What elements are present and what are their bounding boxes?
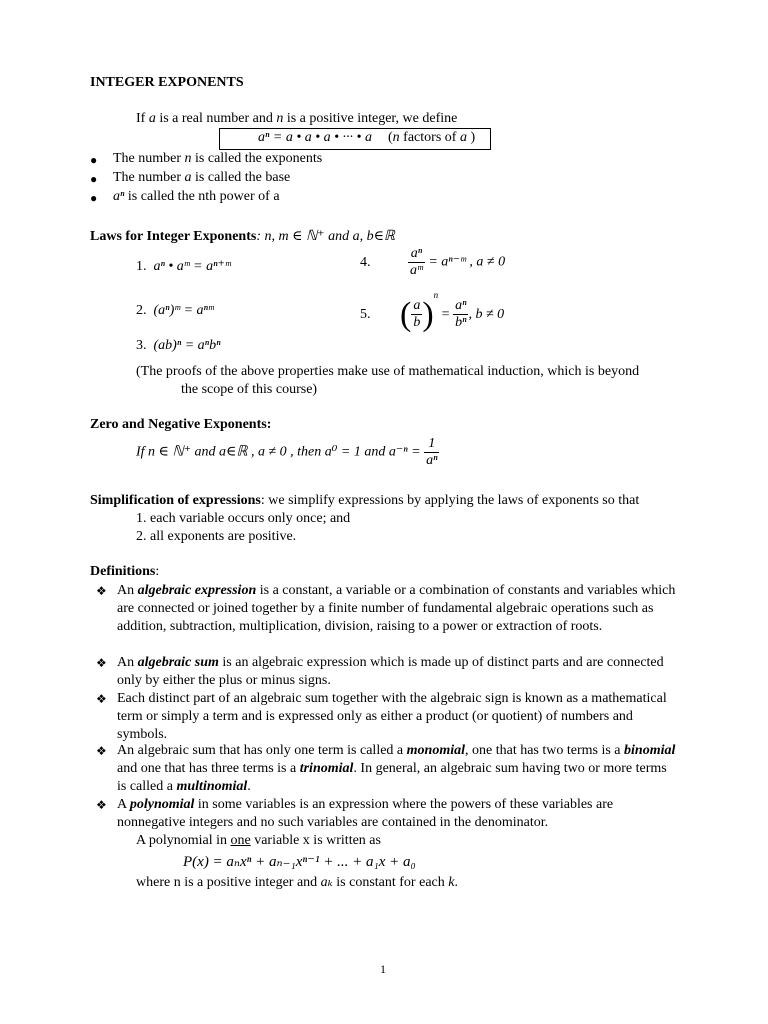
bullet-icon: ● bbox=[90, 172, 98, 186]
zero-neg-statement bbox=[136, 436, 439, 469]
fraction-denominator: bⁿ bbox=[455, 315, 467, 331]
def-text: . bbox=[247, 779, 251, 794]
def-text: An bbox=[117, 655, 138, 670]
definitions-heading-bold: Definitions bbox=[90, 564, 156, 579]
intro-var-a: a bbox=[148, 111, 156, 126]
law-expr: , b ≠ 0 bbox=[468, 307, 505, 322]
zero-neg-text: If n ∈ ℕ⁺ and a∈ℝ , a ≠ 0 , then a⁰ = 1 and a⁻ⁿ = bbox=[136, 444, 421, 460]
note-close: ) bbox=[466, 130, 476, 145]
fraction-numerator: 1 bbox=[424, 436, 439, 453]
page-number: 1 bbox=[380, 962, 386, 976]
laws-heading-bold: Laws for Integer Exponents bbox=[90, 229, 257, 244]
diamond-bullet-icon: ❖ bbox=[96, 692, 107, 706]
def-text: , one that has two terms is a bbox=[465, 743, 625, 758]
note-middle: factors of bbox=[399, 130, 460, 145]
definition-algebraic-sum bbox=[117, 654, 677, 690]
laws-heading-suffix: : n, m ∈ ℕ⁺ and a, b∈ℝ bbox=[256, 229, 396, 244]
polynomial-formula: P(x) = aₙxⁿ + aₙ₋₁xⁿ⁻¹ + ... + a₁x + a₀ bbox=[183, 854, 416, 870]
def-text: variable x is written as bbox=[250, 833, 381, 848]
simplification-paragraph bbox=[90, 493, 639, 509]
diamond-bullet-icon: ❖ bbox=[96, 744, 107, 758]
bullet-var: aⁿ bbox=[113, 189, 125, 204]
polynomial-intro bbox=[136, 833, 381, 849]
law-1 bbox=[136, 258, 231, 275]
law-paren-fraction bbox=[411, 298, 422, 331]
def-text: A polynomial in bbox=[136, 833, 231, 848]
def-var: k bbox=[448, 875, 455, 890]
paren-close: ) bbox=[422, 295, 434, 333]
definition-polynomial bbox=[117, 796, 677, 832]
bullet-item bbox=[113, 170, 290, 186]
page-title: INTEGER EXPONENTS bbox=[90, 75, 244, 90]
def-var: aₖ bbox=[320, 875, 333, 890]
simplification-item: 1. each variable occurs only once; and bbox=[136, 511, 351, 526]
bullet-var: a bbox=[184, 170, 192, 185]
law-expr: aⁿ • aᵐ = aⁿ⁺ᵐ bbox=[153, 259, 231, 274]
note-var-n: n bbox=[392, 130, 400, 145]
law-label: 2. bbox=[136, 303, 147, 318]
definitions-heading bbox=[90, 564, 159, 580]
bullet-var: n bbox=[184, 151, 192, 166]
law-label: 5. bbox=[360, 307, 371, 322]
def-text: where n is a positive integer and bbox=[136, 875, 321, 890]
def-text: A bbox=[117, 797, 130, 812]
definition-intro bbox=[136, 111, 457, 127]
bullet-text: is called the base bbox=[191, 170, 291, 185]
law-expr: (aⁿ)ᵐ = aⁿᵐ bbox=[153, 303, 214, 318]
law-exponent: n bbox=[433, 290, 439, 300]
def-term: algebraic sum bbox=[137, 655, 219, 670]
bullet-icon: ● bbox=[90, 191, 98, 205]
laws-heading bbox=[90, 228, 395, 245]
fraction-denominator: b bbox=[413, 315, 421, 331]
def-term: multinomial bbox=[176, 779, 248, 794]
def-term: polynomial bbox=[129, 797, 195, 812]
fraction-numerator: aⁿ bbox=[408, 246, 425, 263]
polynomial-where bbox=[136, 874, 458, 891]
def-text: is a constant, a variable or a combination of constants and variables which are connected or joined together by a finite number of fundamental algebraic operations such as addition, subtraction, multiplication, division, raising to a power or extraction of roots. bbox=[117, 583, 676, 634]
def-text: in some variables is an expression where the powers of these variables are nonnegative integers and no such variables are contained in the denominator. bbox=[117, 797, 614, 830]
fraction-numerator: a bbox=[413, 298, 421, 314]
diamond-bullet-icon: ❖ bbox=[96, 656, 107, 670]
bullet-text: The number bbox=[113, 170, 185, 185]
diamond-bullet-icon: ❖ bbox=[96, 798, 107, 812]
fraction-numerator: aⁿ bbox=[455, 298, 467, 314]
proof-note-line-1: (The proofs of the above properties make use of mathematical induction, which is beyond bbox=[136, 364, 640, 379]
def-term: binomial bbox=[624, 743, 676, 758]
bullet-text: is called the exponents bbox=[191, 151, 323, 166]
def-term: algebraic expression bbox=[137, 583, 257, 598]
simplification-item: 2. all exponents are positive. bbox=[136, 529, 297, 544]
def-text: Each distinct part of an algebraic sum together with the algebraic sign is known as a mathematical term or simply a term and is expressed only as either a product (or quotient) of numbers and symbols. bbox=[117, 691, 667, 742]
note-var-a: a bbox=[459, 130, 467, 145]
def-term: trinomial bbox=[299, 761, 354, 776]
zero-neg-heading: Zero and Negative Exponents: bbox=[90, 417, 272, 432]
note-open: ( bbox=[388, 130, 393, 145]
law-expr: (ab)ⁿ = aⁿbⁿ bbox=[153, 338, 221, 353]
law-label: 3. bbox=[136, 338, 147, 353]
law-label: 1. bbox=[136, 259, 147, 274]
proof-note-line-2: the scope of this course) bbox=[181, 382, 318, 397]
simplification-text: : we simplify expressions by applying the laws of exponents so that bbox=[260, 493, 640, 508]
definition-term bbox=[117, 690, 677, 744]
simplification-heading: Simplification of expressions bbox=[90, 493, 261, 508]
intro-text-1: If bbox=[136, 111, 149, 126]
definition-note bbox=[388, 130, 475, 146]
law-fraction bbox=[408, 246, 425, 279]
law-expr: = aⁿ⁻ᵐ , a ≠ 0 bbox=[428, 254, 506, 270]
zero-neg-fraction bbox=[424, 436, 439, 469]
definitions-colon: : bbox=[155, 564, 160, 579]
law-label: 4. bbox=[360, 254, 371, 270]
intro-text-3: is a positive integer, we define bbox=[283, 111, 458, 126]
bullet-item bbox=[113, 189, 280, 205]
def-text: is an algebraic expression which is made up of distinct parts and are connected only by either the plus or minus signs. bbox=[117, 655, 664, 688]
def-text: An algebraic sum that has only one term is called a bbox=[117, 743, 407, 758]
def-text: . bbox=[454, 875, 458, 890]
intro-var-n: n bbox=[276, 111, 284, 126]
law-5: 5. ( $\frac{a}{b}$ )$^n$ = $\frac{\text{aⁿ}}{\text{bⁿ}}$ , b ≠ 0 bbox=[360, 290, 505, 333]
def-term: monomial bbox=[406, 743, 465, 758]
definition-monomial-binomial bbox=[117, 742, 677, 796]
intro-text-2: is a real number and bbox=[155, 111, 277, 126]
law-fraction bbox=[453, 298, 468, 331]
def-text: is constant for each bbox=[332, 875, 449, 890]
law-3 bbox=[136, 338, 221, 354]
bullet-icon: ● bbox=[90, 153, 98, 167]
bullet-item bbox=[113, 151, 322, 167]
law-2 bbox=[136, 303, 214, 319]
definition-algebraic-expression bbox=[117, 582, 677, 636]
def-underlined: one bbox=[230, 833, 251, 848]
fraction-denominator: aⁿ bbox=[426, 453, 438, 468]
bullet-text: is called the nth power of a bbox=[124, 189, 280, 204]
paren-open: ( bbox=[400, 295, 412, 333]
law-4 bbox=[360, 246, 505, 279]
bullet-text: The number bbox=[113, 151, 185, 166]
diamond-bullet-icon: ❖ bbox=[96, 584, 107, 598]
def-text: An bbox=[117, 583, 138, 598]
definition-formula: aⁿ = a • a • a • ··· • a bbox=[258, 130, 372, 145]
fraction-denominator: aᵐ bbox=[410, 263, 423, 278]
def-text: and one that has three terms is a bbox=[117, 761, 300, 776]
def-text: . In general, an algebraic sum having two or more terms is called a bbox=[117, 761, 667, 794]
